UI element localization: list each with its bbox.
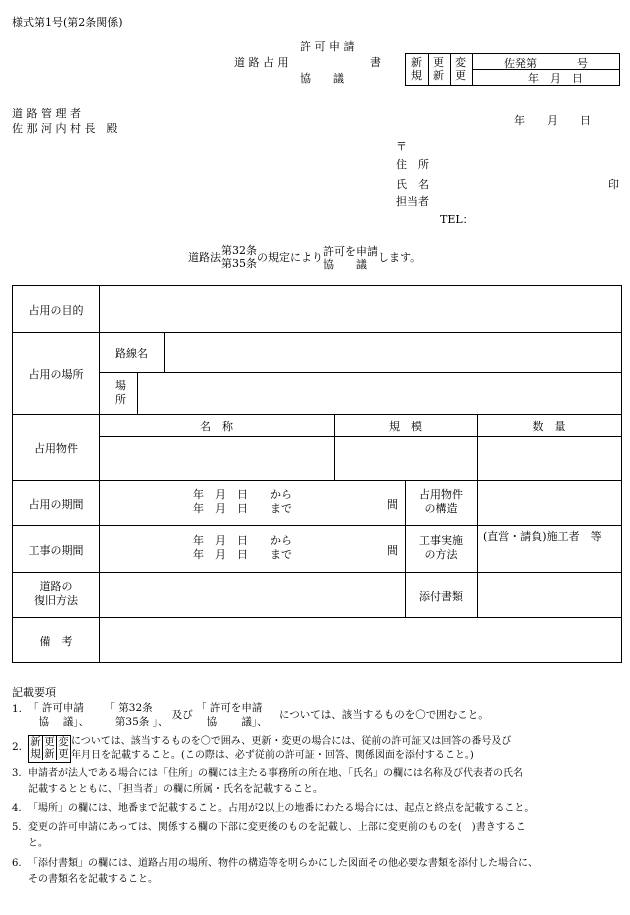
- name-label: 氏 名: [396, 178, 429, 191]
- restore-label: 道路の 復旧方法: [34, 580, 78, 607]
- permit-number-label: 佐発第: [504, 57, 537, 70]
- header-scale: 規 模: [389, 420, 422, 433]
- title-line-1: 許 可 申 請: [300, 40, 355, 53]
- work-period-label: 工事の期間: [28, 544, 84, 557]
- application-date: 年 月 日: [514, 114, 591, 127]
- note-4: 4. 「場所」の欄には、地番まで記載すること。占用が2以上の地番にわたる場合には、起点と終点を記載すること。: [12, 803, 535, 814]
- postal-mark: 〒: [396, 140, 407, 153]
- title-line-3: 協 議: [300, 72, 344, 85]
- tel-label: TEL：: [440, 213, 474, 226]
- permit-number-suffix: 号: [577, 57, 588, 70]
- title-line-2a: 道 路 占 用: [234, 56, 289, 69]
- addressee-line-1: 道 路 管 理 者: [12, 107, 81, 120]
- header-name: 名 称: [200, 420, 233, 433]
- notes-heading: 記載要項: [12, 686, 56, 699]
- note-2-code-box: 新 規更 新変 更: [28, 735, 71, 763]
- code-col-3: 変 更: [455, 56, 466, 82]
- period-unit: 間: [387, 498, 398, 511]
- application-table: [12, 285, 622, 663]
- route-name-label: 路線名: [115, 347, 148, 360]
- contact-label: 担当者: [396, 195, 429, 208]
- code-col-2: 更 新: [433, 56, 444, 82]
- form-number: 様式第1号(第2条関係): [12, 16, 123, 29]
- attachments-label: 添付書類: [419, 590, 463, 603]
- period-label: 占用の期間: [28, 498, 84, 511]
- seal-mark: 印: [608, 178, 619, 191]
- header-quantity: 数 量: [532, 420, 566, 433]
- addressee-line-2: 佐 那 河 内 村 長 殿: [12, 122, 118, 135]
- note-5: 5. 変更の許可申請にあっては、関係する欄の下部に変更後のものを記載し、上部に変更前のものを( )書きするこ と。: [12, 822, 526, 849]
- statement: 道路法第32条 第35条の規定により許可を申請 協 議します。: [188, 244, 422, 271]
- note-3: 3. 申請者が法人である場合には「住所」の欄には主たる事務所の所在地、「氏名」の欄には名称及び代表者の氏名 記載するとともに、「担当者」の欄に所属・氏名を記載すること。: [12, 768, 523, 795]
- purpose-label: 占用の目的: [28, 304, 84, 317]
- work-period-range: 年 月 日 から 年 月 日 まで: [193, 534, 292, 561]
- permit-code-box: [405, 53, 620, 86]
- location-label: 場 所: [115, 379, 126, 406]
- address-label: 住 所: [396, 158, 429, 171]
- note-1: 1. 「 許可申請 協 議」、 「 第32条 第35条 」、 及び 「 許可を申請 協 議」、 については、該当するものを〇で囲むこと。: [12, 702, 489, 728]
- objects-label: 占用物件: [34, 442, 78, 455]
- work-method-label: 工事実施 の方法: [419, 534, 463, 561]
- work-period-unit: 間: [387, 544, 398, 557]
- note-6: 6. 「添付書類」の欄には、道路占用の場所、物件の構造等を明らかにした図面その他必要な書類を添付した場合に、 その書類名を記載すること。: [12, 858, 538, 885]
- work-method-value: (直営・請負)施工者 等: [483, 530, 602, 543]
- code-col-1: 新 規: [411, 56, 422, 82]
- title-line-2b: 書: [370, 56, 381, 69]
- permit-date-label: 年 月 日: [528, 72, 583, 85]
- structure-label: 占用物件 の構造: [419, 488, 463, 515]
- period-range: 年 月 日 から 年 月 日 まで: [193, 488, 292, 515]
- note-2: 2. 新 規更 新変 更については、該当するものを〇で囲み、更新・変更の場合には、従前の許可証又は回答の番号及び 年月日を記載すること。(この際は、必ず従前の許可証・回答、関係図面を添付すること。): [12, 736, 512, 761]
- remarks-label: 備 考: [39, 635, 73, 648]
- place-label: 占用の場所: [28, 368, 84, 381]
